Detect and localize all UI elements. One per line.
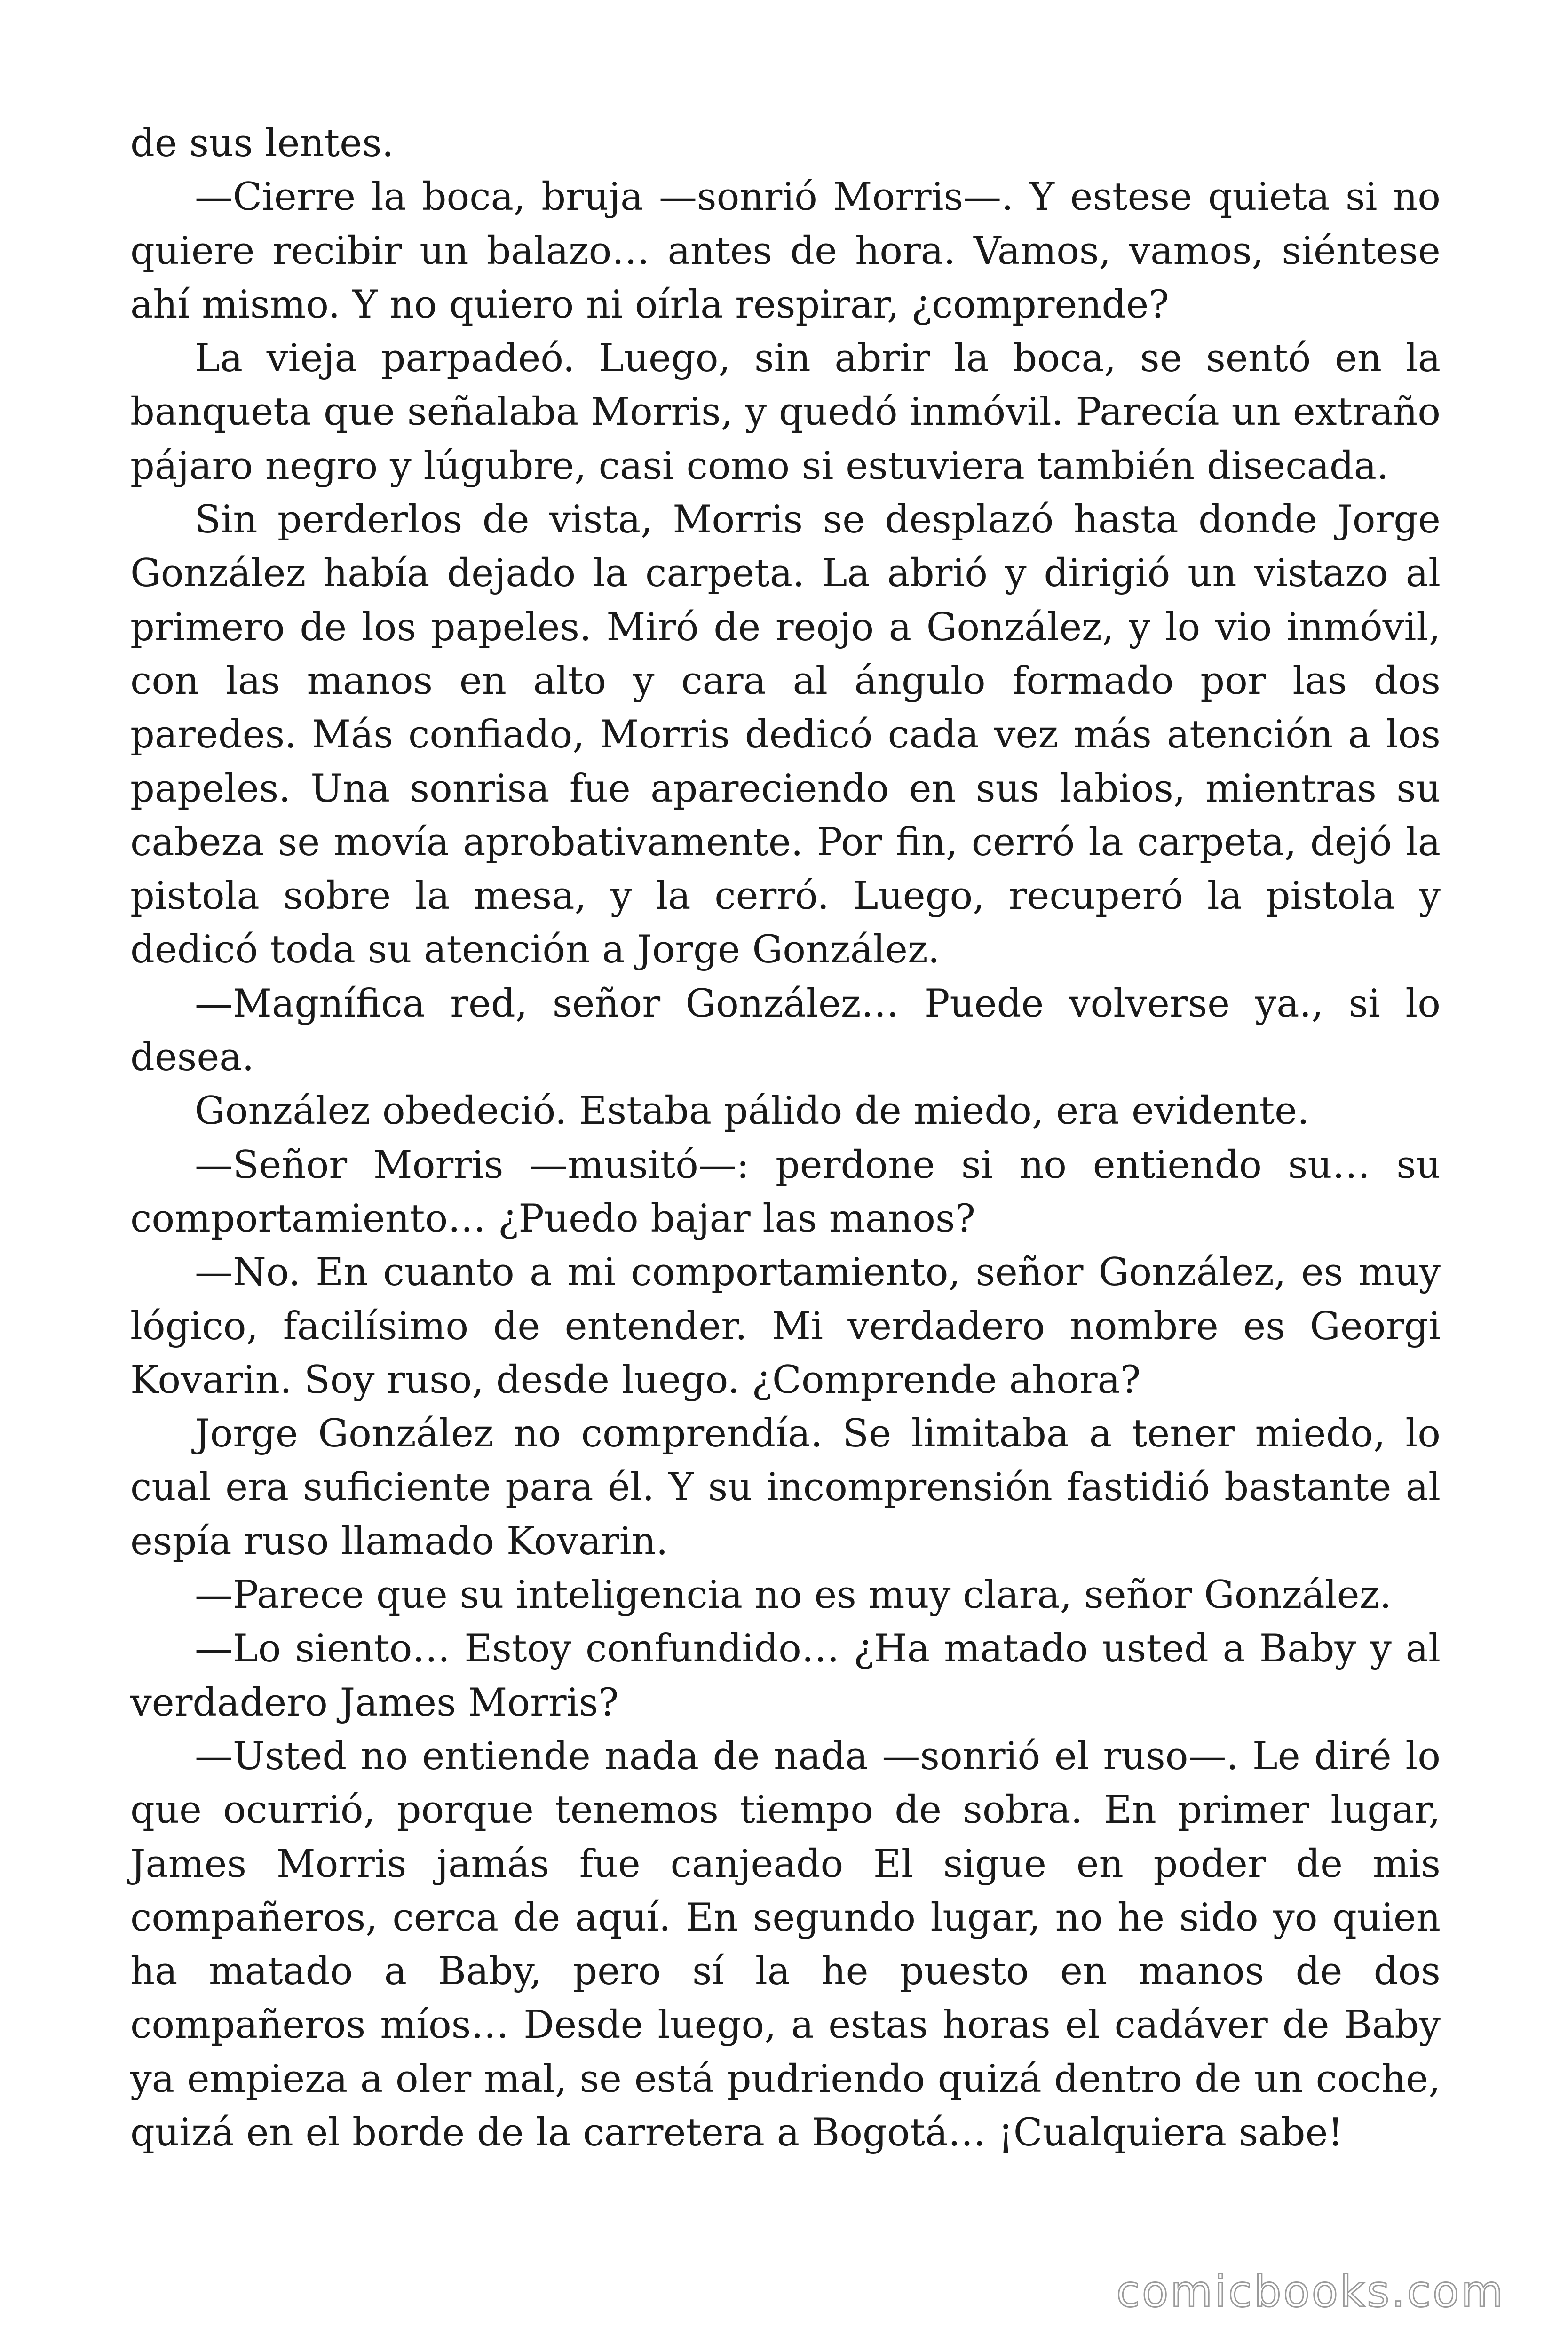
paragraph: —Lo siento… Estoy confundido… ¿Ha matado usted a Baby y al verdadero James Morris? — [130, 1627, 1441, 1725]
watermark-text: comicbooks.com — [1116, 2266, 1505, 2317]
paragraph: —No. En cuanto a mi comportamiento, señor González, es muy lógico, facilísimo de entender. Mi verdadero nombre es Georgi Kovarin. Soy ruso, desde luego. ¿Comprende ahora? — [130, 1250, 1441, 1402]
paragraph: —Señor Morris —musitó—: perdone si no entiendo su… su comportamiento… ¿Puedo bajar las manos? — [130, 1143, 1441, 1241]
paragraph: —Parece que su inteligencia no es muy clara, señor González. — [195, 1573, 1392, 1618]
paragraph: González obedeció. Estaba pálido de miedo, era evidente. — [195, 1089, 1309, 1134]
paragraph: —Cierre la boca, bruja —sonrió Morris—. Y estese quieta si no quiere recibir un balazo… antes de hora. Vamos, vamos, siéntese ahí mismo. Y no quiero ni oírla respirar, ¿comprende? — [130, 175, 1441, 327]
paragraph: —Usted no entiende nada de nada —sonrió el ruso—. Le diré lo que ocurrió, porque tenemos tiempo de sobra. En primer lugar, James Morris jamás fue canjeado El sigue en poder de mis compañeros, cerca de aquí. En segundo lugar, no he sido yo quien ha matado a Baby, pero sí la he puesto en manos de dos compañeros míos… Desde luego, a estas horas el cadáver de Baby ya empieza a oler mal, se está pudriendo quizá dentro de un coche, quizá en el borde de la carretera a Bogotá… ¡Cualquiera sabe! — [130, 1734, 1441, 2155]
paragraph: La vieja parpadeó. Luego, sin abrir la boca, se sentó en la banqueta que señalaba Morris, y quedó inmóvil. Parecía un extraño pájaro negro y lúgubre, casi como si estuviera también disecada. — [130, 336, 1441, 488]
body-text — [130, 117, 1441, 2160]
paragraph: Sin perderlos de vista, Morris se desplazó hasta donde Jorge González había dejado la carpeta. La abrió y dirigió un vistazo al primero de los papeles. Miró de reojo a González, y lo vio inmóvil, con las manos en alto y cara al ángulo formado por las dos paredes. Más confiado, Morris dedicó cada vez más atención a los papeles. Una sonrisa fue apareciendo en sus labios, mientras su cabeza se movía aprobativamente. Por fin, cerró la carpeta, dejó la pistola sobre la mesa, y la cerró. Luego, recuperó la pistola y dedicó toda su atención a Jorge González. — [130, 498, 1441, 972]
paragraph: Jorge González no comprendía. Se limitaba a tener miedo, lo cual era suficiente para él. Y su incomprensión fastidió bastante al espía ruso llamado Kovarin. — [130, 1412, 1441, 1564]
paragraph: —Magnífica red, señor González… Puede volverse ya., si lo desea. — [130, 981, 1441, 1080]
paragraph-continuation: de sus lentes. — [130, 121, 394, 166]
